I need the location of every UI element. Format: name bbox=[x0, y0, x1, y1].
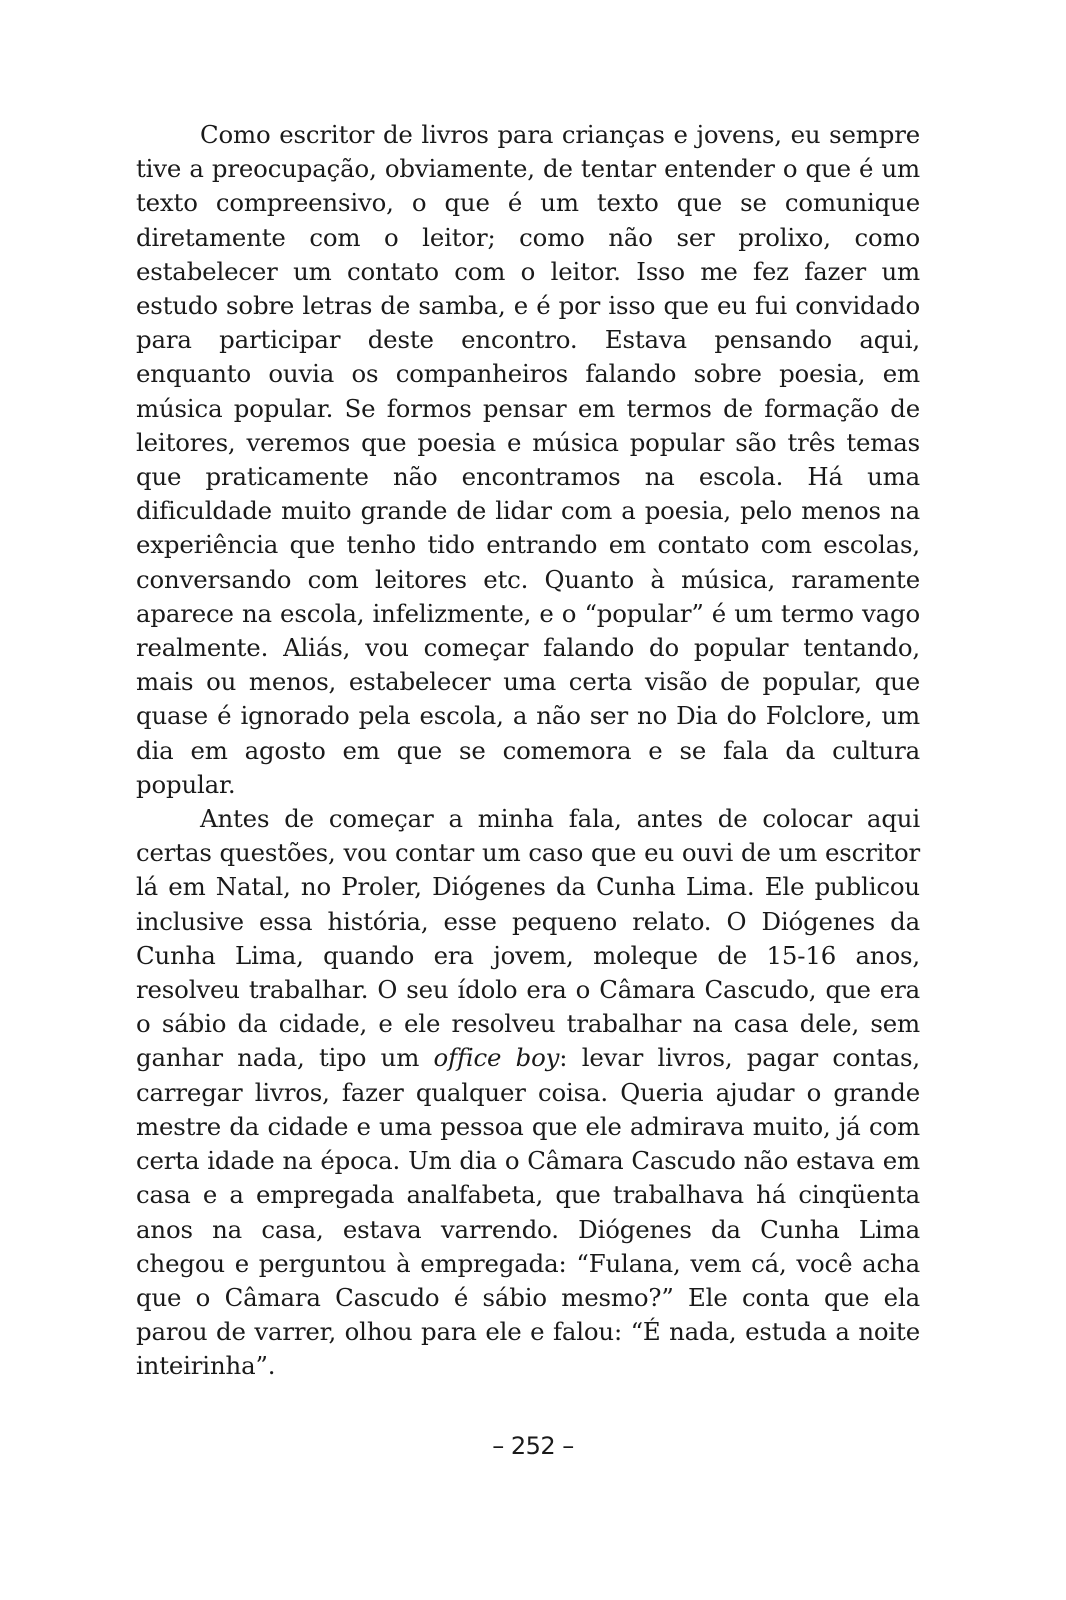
page-body bbox=[136, 118, 920, 1384]
paragraph-1-text: Como escritor de livros para crianças e jovens, eu sempre tive a preocupação, obviamente, de tentar entender o que é um texto compreensivo, o que é um texto que se comunique diretamente com o leitor; como não ser prolixo, como estabelecer um contato com o leitor. Isso me fez fazer um estudo sobre letras de samba, e é por isso que eu fui convidado para participar deste encontro. Estava pensando aqui, enquanto ouvia os companheiros falando sobre poesia, em música popular. Se formos pensar em termos de formação de leitores, veremos que poesia e música popular são três temas que praticamente não encontramos na escola. Há uma dificuldade muito grande de lidar com a poesia, pelo menos na experiência que tenho tido entrando em contato com escolas, conversando com leitores etc. Quanto à música, raramente aparece na escola, infelizmente, e o “popular” é um termo vago realmente. Aliás, vou começar falando do popular tentando, mais ou menos, estabelecer uma certa visão de popular, que quase é ignorado pela escola, a não ser no Dia do Folclore, um dia em agosto em que se comemora e se fala da cultura popular. bbox=[136, 120, 920, 799]
paragraph-1 bbox=[136, 118, 920, 802]
paragraph-2 bbox=[136, 802, 920, 1383]
page-number: – 252 – bbox=[492, 1432, 574, 1460]
paragraph-2-text-b: : levar livros, pagar contas, carregar livros, fazer qualquer coisa. Queria ajudar o grande mestre da cidade e uma pessoa que ele admirava muito, já com certa idade na época. Um dia o Câmara Cascudo não estava em casa e a empregada analfabeta, que trabalhava há cinqüenta anos na casa, estava varrendo. Diógenes da Cunha Lima chegou e perguntou à empregada: “Fulana, vem cá, você acha que o Câmara Cascudo é sábio mesmo?” Ele conta que ela parou de varrer, olhou para ele e falou: “É nada, estuda a noite inteirinha”. bbox=[136, 1043, 920, 1381]
paragraph-2-italic-term: office boy bbox=[433, 1043, 560, 1073]
paragraph-2-text-a: Antes de começar a minha fala, antes de colocar aqui certas questões, vou contar um caso que eu ouvi de um escritor lá em Natal, no Proler, Diógenes da Cunha Lima. Ele publicou inclusive essa história, esse pequeno relato. O Diógenes da Cunha Lima, quando era jovem, moleque de 15-16 anos, resolveu trabalhar. O seu ídolo era o Câmara Cascudo, que era o sábio da cidade, e ele resolveu trabalhar na casa dele, sem ganhar nada, tipo um bbox=[136, 804, 920, 1073]
